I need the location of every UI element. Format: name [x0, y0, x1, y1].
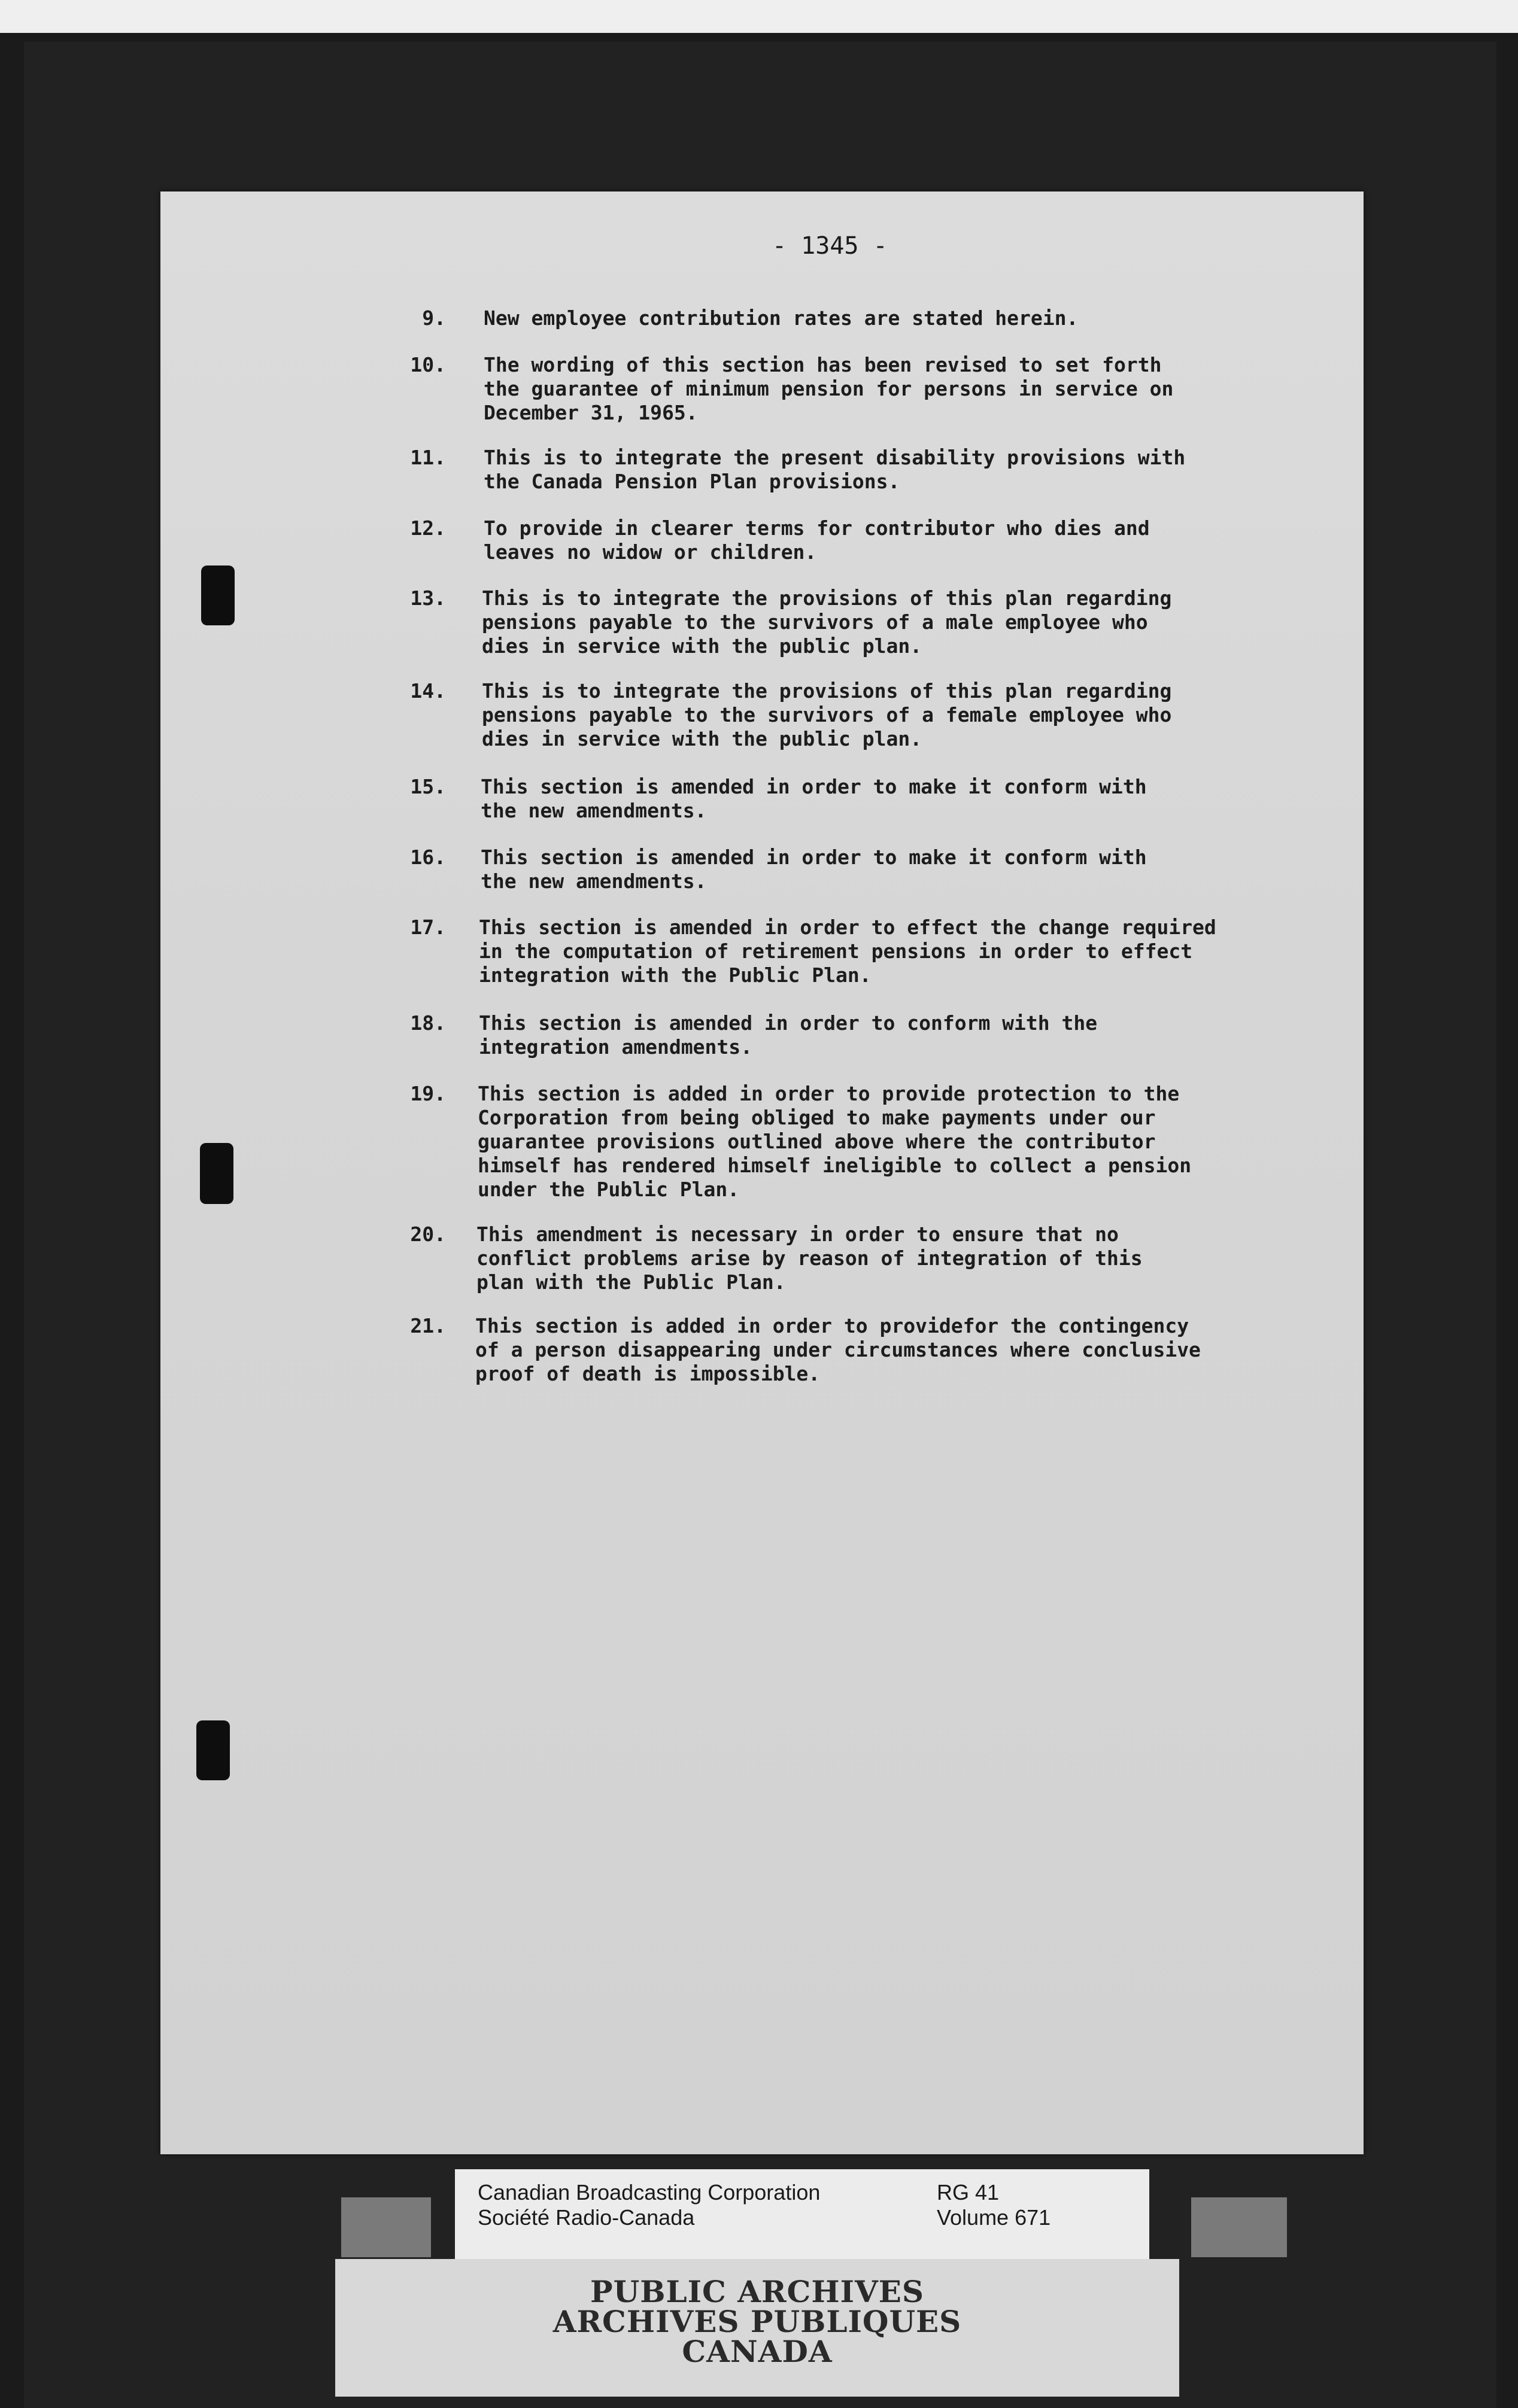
film-edge-left	[341, 2197, 431, 2257]
note-text-line: December 31, 1965.	[484, 401, 698, 424]
note-text-line: himself has rendered himself ineligible to collect a pension	[478, 1154, 1192, 1177]
note-text-line: This section is amended in order to effect the change required	[479, 916, 1216, 939]
punch-hole-bottom	[196, 1720, 230, 1780]
note-text-line: Corporation from being obliged to make payments under our	[478, 1106, 1156, 1129]
note-number: 11.	[410, 446, 446, 469]
note-text-line: pensions payable to the survivors of a female employee who	[482, 703, 1172, 726]
note-number: 12.	[410, 516, 446, 540]
archive-stamp	[335, 2259, 1179, 2397]
org-name-fr: Société Radio-Canada	[478, 2205, 695, 2230]
note-text-line: The wording of this section has been revised to set forth	[484, 353, 1162, 376]
note-text-line: This section is amended in order to make it conform with	[481, 846, 1147, 869]
note-number: 20.	[410, 1223, 446, 1246]
note-text-line: dies in service with the public plan.	[482, 727, 922, 750]
note-text-line: under the Public Plan.	[478, 1178, 740, 1201]
note-text-line: pensions payable to the survivors of a male employee who	[482, 610, 1148, 634]
note-text-line: leaves no widow or children.	[484, 540, 817, 564]
archive-label	[455, 2169, 1149, 2259]
note-text-line: plan with the Public Plan.	[476, 1270, 786, 1294]
note-text-line: This section is amended in order to make it conform with	[481, 775, 1147, 798]
note-text-line: integration amendments.	[479, 1035, 752, 1059]
note-number: 13.	[410, 586, 446, 610]
note-number: 18.	[410, 1011, 446, 1035]
note-text-line: of a person disappearing under circumstances where conclusive	[475, 1338, 1201, 1361]
note-text-line: New employee contribution rates are stated herein.	[484, 306, 1079, 330]
note-number: 17.	[410, 916, 446, 939]
note-number: 14.	[410, 679, 446, 703]
note-number: 19.	[410, 1082, 446, 1105]
org-name-en: Canadian Broadcasting Corporation	[478, 2180, 821, 2205]
note-text-line: conflict problems arise by reason of integration of this	[476, 1246, 1143, 1270]
punch-hole-top	[201, 565, 235, 625]
note-text-line: the new amendments.	[481, 799, 707, 822]
note-number: 16.	[410, 846, 446, 869]
note-text-line: This is to integrate the provisions of this plan regarding	[482, 679, 1172, 703]
note-number: 10.	[410, 353, 446, 376]
note-text-line: This section is amended in order to conform with the	[479, 1011, 1098, 1035]
note-number: 9.	[422, 306, 446, 330]
note-text-line: This is to integrate the provisions of this plan regarding	[482, 586, 1172, 610]
note-text-line: the guarantee of minimum pension for persons in service on	[484, 377, 1174, 400]
note-text-line: To provide in clearer terms for contributor who dies and	[484, 516, 1150, 540]
page-number: - 1345 -	[772, 232, 888, 260]
note-text-line: integration with the Public Plan.	[479, 963, 872, 987]
volume-number: Volume 671	[937, 2205, 1051, 2230]
punch-hole-middle	[200, 1143, 233, 1204]
archive-name-en: PUBLIC ARCHIVES	[590, 2274, 924, 2309]
note-text-line: guarantee provisions outlined above where the contributor	[478, 1130, 1156, 1153]
paper-watermark	[1196, 515, 1507, 2070]
note-text-line: the Canada Pension Plan provisions.	[484, 470, 900, 493]
record-group: RG 41	[937, 2180, 1000, 2205]
note-text-line: This amendment is necessary in order to ensure that no	[476, 1223, 1119, 1246]
note-text-line: dies in service with the public plan.	[482, 634, 922, 658]
archive-name-fr: ARCHIVES PUBLIQUES	[552, 2304, 962, 2339]
archive-country: CANADA	[682, 2334, 833, 2369]
note-number: 21.	[410, 1314, 446, 1337]
note-text-line: This section is added in order to provide protection to the	[478, 1082, 1180, 1105]
scanner-top-strip	[0, 0, 1518, 33]
note-text-line: the new amendments.	[481, 869, 707, 893]
note-text-line: This is to integrate the present disability provisions with	[484, 446, 1186, 469]
note-number: 15.	[410, 775, 446, 798]
film-edge-right	[1191, 2197, 1287, 2257]
note-text-line: proof of death is impossible.	[475, 1362, 821, 1385]
note-text-line: in the computation of retirement pensions in order to effect	[479, 940, 1193, 963]
note-text-line: This section is added in order to providefor the contingency	[475, 1314, 1189, 1337]
